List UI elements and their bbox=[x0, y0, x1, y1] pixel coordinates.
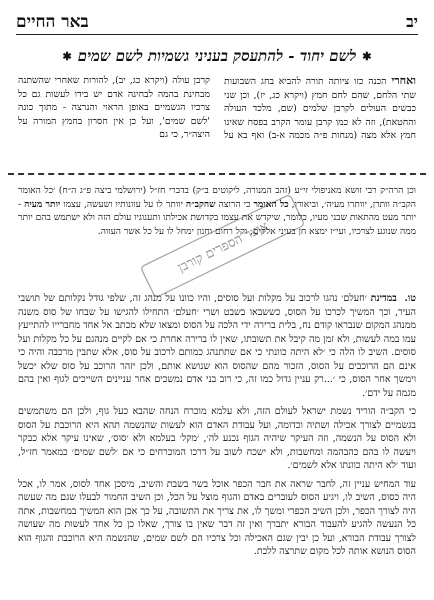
footnote-text-mid-2: יוותר לו על עוונותיו ושעשה, עצמו bbox=[63, 200, 183, 211]
running-header bbox=[16, 10, 418, 35]
footnote-bold-2: שהקב״ה bbox=[185, 199, 216, 211]
star-ornament-icon: ✱ bbox=[362, 49, 372, 63]
main-paragraph bbox=[18, 292, 416, 400]
footnote-text-start: וכן הרה״ק רבי זושא מאניפולי זי״ע (זהב המנורה, ליקוטים ב״ק) בדברי חז״ל (ירושלמי ביצה פ״ג ה״ח) ׳כל האומר הקב״ה וותרן, יוותרו מעיה׳, וביאורו, bbox=[18, 186, 416, 211]
intro-lead-word: ואחרי bbox=[391, 74, 416, 87]
main-text bbox=[18, 292, 416, 592]
book-title: באר החיים bbox=[16, 12, 89, 32]
paragraph-number: טו. bbox=[404, 293, 416, 304]
svg-text:אוצר הספרים קורבן: אוצר הספרים קורבן bbox=[175, 219, 271, 276]
footnote-text-mid-1: כי הרוצה bbox=[218, 200, 251, 211]
footnote-block bbox=[18, 185, 416, 283]
section-title bbox=[20, 44, 414, 68]
main-paragraph-1: ׳חעלם׳ נהגו לרכוב על מקלות ועל סוסים, והיו כוונו על מנהג זה, שלפי גודל נקלותם של תושבי העיר, וכך המשיך לכרכו על הסוס, כששבאו בשבט ושרי ׳חעלם׳ התחילו להגישו על שבחו של סוס משנה ממנהג המקום שנבראו קודם נח, בלית ברירה ידי הלכה על הסוס ומצאו שלא מכתב אל אחד מחברייו להתייעץ עמו במה לעשות, ולא זמן מה קיבל את תשובתו, שאין לו ברירה אחרת כי אם לקיים מנהגם על כל מקלות ועל סוסים. השיב לו הלה כי ׳לא היתה כוונתי כי אם שתתנהג כמותם לרכוב על סוס, אלא שתבין מרכבה והיה כי אינם הם הרוכבים על הסוס, הזכור מהם שהסוס הוא שנושא אותם, ולכן יזהר הרוכב על סוס שלא יכשל וימשך אחר הסוס, כי ׳...רק עניין גדול כמו זה, כי רוב בני אדם נמשכים אחר עניינים השייכים לגוף ואין בהם מגמה על ידם׳. bbox=[18, 293, 416, 399]
main-paragraph: עוד המחיש עניין זה, לחבר שראה את חבר הכפר אוכל בשר בשבת והשיב, מיסכן אחד לסוס, אמר לו, אכל היה כסוס, השיב לו, ויגיע הסוס לעוברים באדם והגוף מוצל על הכל, וכן השיב החמור לבעלו שגם מה שעשה היה לצורך הכפר, ולכן השיב הכפרי ומשך לו, את צריך את התשובה, על כך אכן הוא המשיך במחשבות, אתה כל הנעשה להגיע להעבוד הבורא יתברך ואין זה דבר שאין בו צורך, שאלו כן כל אחד לעשות מה שעושה לצורך עבודת הבורא, ועל כן יבין שגם האכילה וכל צרכיו הם לשם שמים, שהנשמה היא הרוכבת והגוף הוא הסוס הנושא אותה לכל מקום שתרצה ללכת. bbox=[18, 478, 416, 557]
main-paragraph: כי הקב״ה הוריד נשמת ישראל לעולם הזה, ולא עלמא מוכרח הנחה שהבא כעל גוף, ולכן הם משתמשים בגשמיים לצורך אכילה ושתיה וכדומה, ועל עבודת האדם הוא לעשות שהנשמה תהא היא הרוכבת על הסוס ולא הסוס על הנשמה, וזה העיקר שיהיה הגוף נכנע לה׳, ׳מקל׳ בעלמא ולא ׳סוס׳, שאינו עיקר אלא כבקר ויעשה לו בהם כהבהמה ומחשבות, ולא ישכח לשוב על דרכו המוכרחים כי אם ׳לשם שמים׳ כמאמר חז״ל, ועוד ׳לא היתה כוונתו אלא לשמים׳. bbox=[18, 406, 416, 471]
section-title-text: לשם יחוד - להתעסק בעניני גשמיות לשם שמים bbox=[77, 46, 357, 65]
intro-text: הכנה כזו ציותה תורה להביא בחג השבועות שתי הלחם, שהם לחם חמץ (ויקרא כג, יז), וכן שני כבשים העולים לקרבן שלמים (שם, מלכד העולה והחטאת), וזה לא כמו קרבן עומר הקרב בפסח שאינו חמץ אלא מצה (מנחות פ״ה מכמה א-ב) ואף בא על קרבן עולה (ויקרא כג, יב), להורות שאחרי שהשתנה מבחינת בהמה לבחינה אדם יש בידו לעשות גם כל צרכיו הגשמיים באופן הראוי והנרצה - מתוך כונה 'לשם שמים', ועל כן אין חסרון בחמץ המורה על היצה״ר, כי גם bbox=[18, 75, 416, 142]
star-ornament-icon: ✱ bbox=[62, 49, 72, 63]
footnote-bold-1: כל האומר bbox=[253, 199, 289, 211]
footnote-text-end: - יותר מעט מהתאות שבני מעיו, כלומר, שיקדש את עצמו בקדושת אכילתו ותענוגיו עולם הזה ולא ישתמש בהם יותר ממה שנוגע לצרכיו, ועי״ז ימצא חן בעיני אלקים, וקל רחום וחנון ימחל לו על כל אשר העווה. bbox=[18, 200, 416, 237]
intro-paragraph bbox=[18, 74, 416, 162]
footnote-bold-3: יותר מעיה bbox=[24, 199, 61, 211]
page-number: יב bbox=[406, 12, 418, 31]
main-lead-word: במדינת bbox=[370, 293, 397, 304]
footnote-divider bbox=[8, 173, 426, 175]
